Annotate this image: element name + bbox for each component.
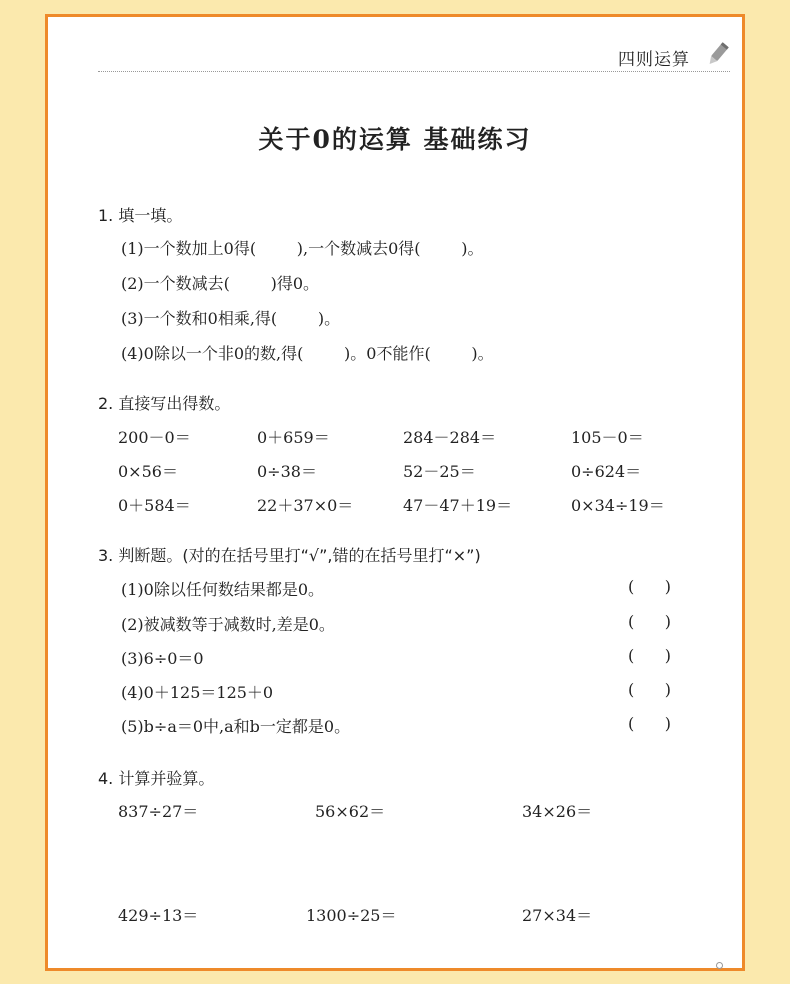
answer-paren: ( ): [628, 680, 671, 699]
oral-calc-item: 52－25＝: [403, 462, 476, 481]
judge-item: (2)被减数等于减数时,差是0。: [121, 615, 335, 634]
answer-paren: ( ): [628, 714, 671, 733]
header-divider: [98, 71, 730, 72]
section3-heading: 3. 判断题。(对的在括号里打“√”,错的在括号里打“×”): [98, 546, 481, 565]
calc-item: 429÷13＝: [118, 906, 199, 925]
oral-calc-item: 0÷624＝: [571, 462, 642, 481]
answer-paren: ( ): [628, 612, 671, 631]
judge-item: (1)0除以任何数结果都是0。: [121, 580, 325, 599]
header-label: 四则运算: [618, 50, 690, 70]
oral-calc-item: 105－0＝: [571, 428, 644, 447]
answer-paren: ( ): [628, 646, 671, 665]
oral-calc-item: 200－0＝: [118, 428, 191, 447]
page-title: 关于0的运算 基础练习: [258, 125, 532, 154]
judge-item: (3)6÷0＝0: [121, 649, 204, 668]
oral-calc-item: 0÷38＝: [257, 462, 317, 481]
judge-item: (4)0＋125＝125＋0: [121, 683, 274, 702]
fill-blank-item: (2)一个数减去( )得0。: [121, 274, 320, 293]
judge-item: (5)b÷a＝0中,a和b一定都是0。: [121, 717, 351, 736]
oral-calc-item: 0＋584＝: [118, 496, 191, 515]
oral-calc-item: 0×56＝: [118, 462, 178, 481]
oral-calc-item: 0×34÷19＝: [571, 496, 665, 515]
oral-calc-item: 47－47＋19＝: [403, 496, 513, 515]
oral-calc-item: 284－284＝: [403, 428, 497, 447]
calc-item: 56×62＝: [315, 802, 386, 821]
pencil-icon: [705, 40, 731, 68]
calc-item: 34×26＝: [522, 802, 593, 821]
section4-heading: 4. 计算并验算。: [98, 769, 215, 788]
fill-blank-item: (4)0除以一个非0的数,得( )。0不能作( )。: [121, 344, 494, 363]
fill-blank-item: (1)一个数加上0得( ),一个数减去0得( )。: [121, 239, 484, 258]
corner-dot: [716, 962, 723, 969]
fill-blank-item: (3)一个数和0相乘,得( )。: [121, 309, 341, 328]
oral-calc-item: 0＋659＝: [257, 428, 330, 447]
calc-item: 837÷27＝: [118, 802, 199, 821]
calc-item: 1300÷25＝: [306, 906, 397, 925]
section2-heading: 2. 直接写出得数。: [98, 394, 231, 413]
oral-calc-item: 22＋37×0＝: [257, 496, 354, 515]
worksheet-page: [45, 14, 745, 971]
answer-paren: ( ): [628, 577, 671, 596]
calc-item: 27×34＝: [522, 906, 593, 925]
section1-heading: 1. 填一填。: [98, 206, 183, 225]
